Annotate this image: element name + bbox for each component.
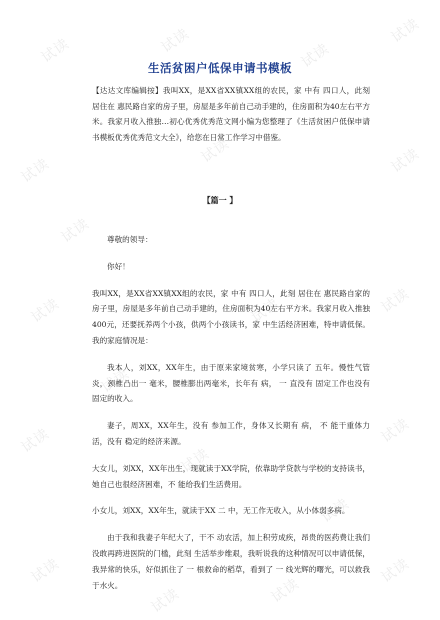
watermark-text: 试读 [18, 155, 53, 186]
watermark-text: 试读 [298, 40, 333, 71]
watermark-text: 试读 [158, 25, 193, 56]
document-title: 生活贫困户低保申请书模板 [148, 61, 292, 75]
body-paragraph: 大女儿，刘XX，XX年出生，现就读于XX学院，依靠助学贷款与学校的支持读书，她自己也很经济困难，不 能给我们生活费用。 [92, 463, 370, 489]
watermark-text: 试读 [198, 135, 233, 166]
watermark-text: 试读 [98, 365, 133, 396]
watermark-text: 试读 [178, 445, 213, 476]
greeting: 你好！ [107, 261, 130, 271]
watermark-text: 试读 [58, 215, 93, 246]
body-paragraph: 小女儿，刘XX，XX年生，就读于XX 二 中，无工作无收入，从小体弱多病。 [92, 506, 350, 516]
letter-body [92, 232, 370, 604]
watermark-text: 试读 [388, 15, 423, 46]
body-paragraph: 由于我和我妻子年纪大了，干不 动农活，加上积劳成疾，昂贵的医药费让我们没敢再跨进医院的门槛，此刻 生活举步维艰，我听说我的这种情况可以申请低保，我异常的快乐，好似抓住了 一 根救命的稻草，看到了 一 线光辉的曙光，可以救我于水火。 [92, 533, 370, 590]
watermark-text: 试读 [248, 295, 283, 326]
body-paragraph: 我本人，刘XX，XX年生，由于原来家境贫寒，小学只读了 五年。慢性气管炎，颈椎凸出一 毫米，腰椎膨出两毫米，长年有 病， 一 直没有 固定工作也没有 固定的收入。 [92, 362, 370, 404]
watermark-text: 试读 [38, 35, 73, 66]
body-paragraph: 我叫XX，是XX省XX镇XX组的农民，家 中有 四口人，此刻 居住在 惠民路自家的房子里，房屋是多年前自己动手建的，住房面积为40左右平方米。我家月收入推独400元，还要抚养两个小孩，供两个小孩读书，家 中生活经济困难，特申请低保。我的家庭情况是： [92, 288, 370, 345]
watermark-text: 试读 [28, 555, 63, 586]
watermark-text: 试读 [378, 285, 413, 316]
watermark-text: 试读 [28, 295, 63, 326]
salutation: 尊敬的领导： [107, 235, 153, 244]
watermark-text: 试读 [268, 575, 303, 606]
watermark-text: 试读 [148, 585, 183, 616]
watermark-text: 试读 [388, 145, 423, 176]
watermark-text: 试读 [18, 425, 53, 456]
section-heading: 【篇一 】 [202, 195, 238, 205]
intro-paragraph: 【达达文库编辑按】我叫XX，是XX省XX镇XX组的农民，家 中有 四口人，此刻 居住在 惠民路自家的房子里，房屋是多年前自己动手建的，住房面积为40左右平方米。我家月收入推独…初心优秀优秀范文网小编为您整理了《生活贫困户低保申请书模板优秀优秀范文大全》，给您在日常工作学习中借鉴。 [92, 86, 370, 142]
watermark-text: 试读 [378, 415, 413, 446]
body-paragraph: 妻子，周XX，XX年生，没有 参加工作，身体又长期有 病， 不 能干重体力活，没有 稳定的经济来源。 [92, 421, 370, 446]
watermark-text: 试读 [318, 495, 353, 526]
watermark-text: 试读 [378, 555, 413, 586]
